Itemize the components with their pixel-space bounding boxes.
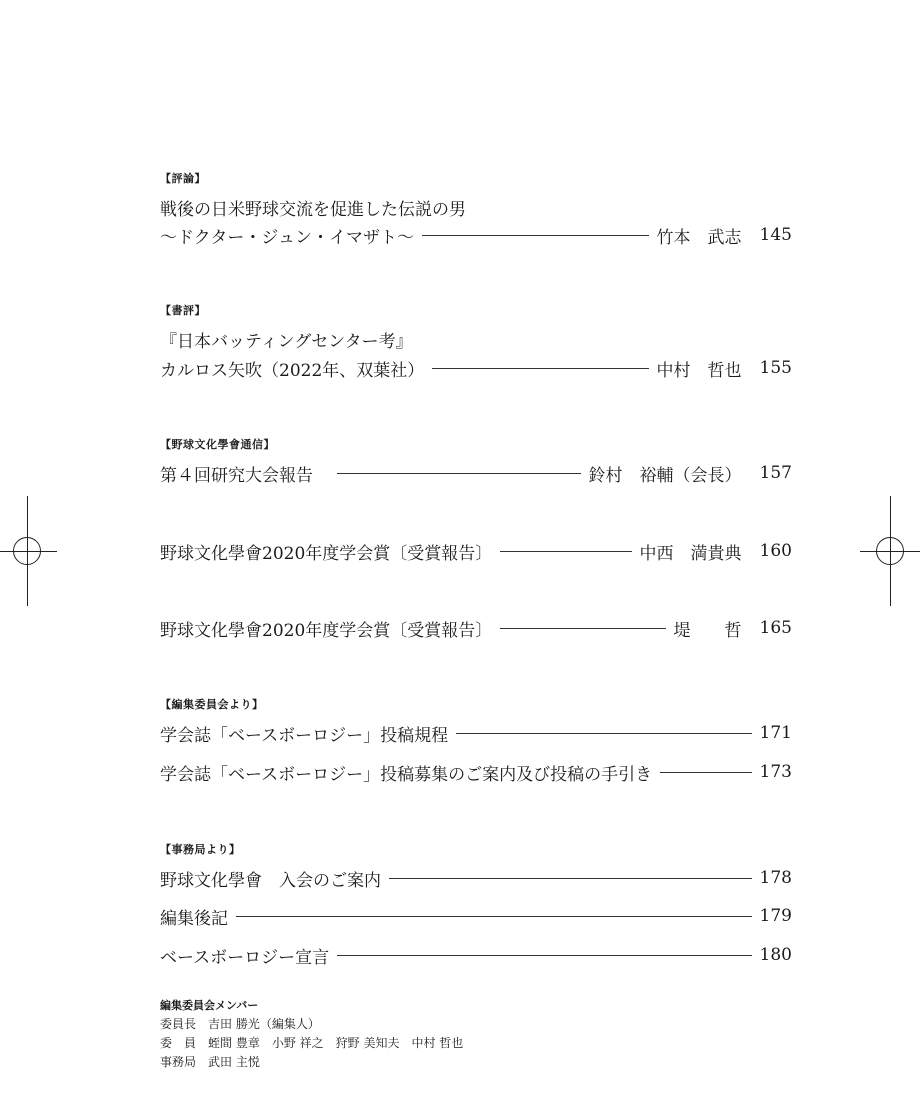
entry-subtitle: カルロス矢吹（2022年、双葉社） [160, 360, 425, 381]
entry-title: ベースボーロジー宣言 [160, 947, 330, 968]
members-line-members: 委 員 蛭間 豊章 小野 祥之 狩野 美知夫 中村 哲也 [160, 1036, 464, 1050]
toc-entry-news-3[interactable] [160, 615, 792, 641]
entry-page: 155 [759, 358, 792, 378]
entry-title: 『日本バッティングセンター考』 [160, 331, 413, 352]
toc-entry-review-title[interactable] [160, 326, 792, 352]
toc-entry-editorial-2[interactable] [160, 759, 792, 785]
entry-page: 173 [759, 762, 792, 782]
leader-line [456, 733, 751, 734]
leader-line [337, 473, 581, 474]
entry-page: 165 [759, 618, 792, 638]
leader-line [422, 235, 649, 236]
members-title: 編集委員会メンバー [160, 999, 259, 1012]
entry-page: 180 [759, 945, 792, 965]
entry-page: 171 [759, 723, 792, 743]
toc-entry-critique-title[interactable] [160, 194, 792, 220]
entry-title: 第４回研究大会報告 [160, 465, 313, 486]
leader-line [389, 878, 752, 879]
entry-title: 戦後の日米野球交流を促進した伝説の男 [160, 199, 466, 220]
toc-entry-office-1[interactable] [160, 865, 792, 891]
section-label-editorial: 【編集委員会より】 [160, 698, 264, 711]
leader-line [500, 628, 665, 629]
entry-title: 編集後記 [160, 908, 228, 929]
entry-author: 竹本 武志 [656, 227, 742, 248]
leader-line [500, 551, 631, 552]
leader-line [660, 772, 751, 773]
toc-entry-review[interactable] [160, 355, 792, 381]
toc-entry-editorial-1[interactable] [160, 720, 792, 746]
entry-author: 鈴村 裕輔（会長） [588, 465, 742, 486]
section-label-review: 【書評】 [160, 304, 206, 317]
entry-page: 178 [759, 868, 792, 888]
members-line-chair: 委員長 吉田 勝光（編集人） [160, 1017, 320, 1031]
toc-entry-news-2[interactable] [160, 538, 792, 564]
entry-page: 160 [759, 541, 792, 561]
leader-line [432, 368, 648, 369]
editorial-members [160, 996, 463, 1072]
entry-page: 179 [759, 906, 792, 926]
section-label-office: 【事務局より】 [160, 843, 241, 856]
entry-title: 野球文化學會2020年度学会賞〔受賞報告〕 [160, 620, 493, 641]
entry-title: 野球文化學會 入会のご案内 [160, 870, 381, 891]
entry-page: 157 [759, 463, 792, 483]
toc-entry-news-1[interactable] [160, 460, 792, 486]
entry-author: 中西 満貴典 [639, 543, 742, 564]
entry-title: 学会誌「ベースボーロジー」投稿規程 [160, 725, 449, 746]
entry-subtitle: ～ドクター・ジュン・イマザト～ [160, 227, 414, 248]
entry-author: 中村 哲也 [656, 360, 742, 381]
entry-title: 学会誌「ベースボーロジー」投稿募集のご案内及び投稿の手引き [160, 764, 653, 785]
members-line-office: 事務局 武田 主悦 [160, 1055, 260, 1069]
toc-entry-office-2[interactable] [160, 903, 792, 929]
entry-author: 堤 哲 [673, 620, 742, 641]
section-label-critique: 【評論】 [160, 172, 206, 185]
toc-entry-critique[interactable] [160, 222, 792, 248]
leader-line [236, 916, 752, 917]
entry-title: 野球文化學會2020年度学会賞〔受賞報告〕 [160, 543, 493, 564]
toc-entry-office-3[interactable] [160, 942, 792, 968]
leader-line [337, 955, 751, 956]
entry-page: 145 [759, 225, 792, 245]
section-label-news: 【野球文化學會通信】 [160, 438, 275, 451]
